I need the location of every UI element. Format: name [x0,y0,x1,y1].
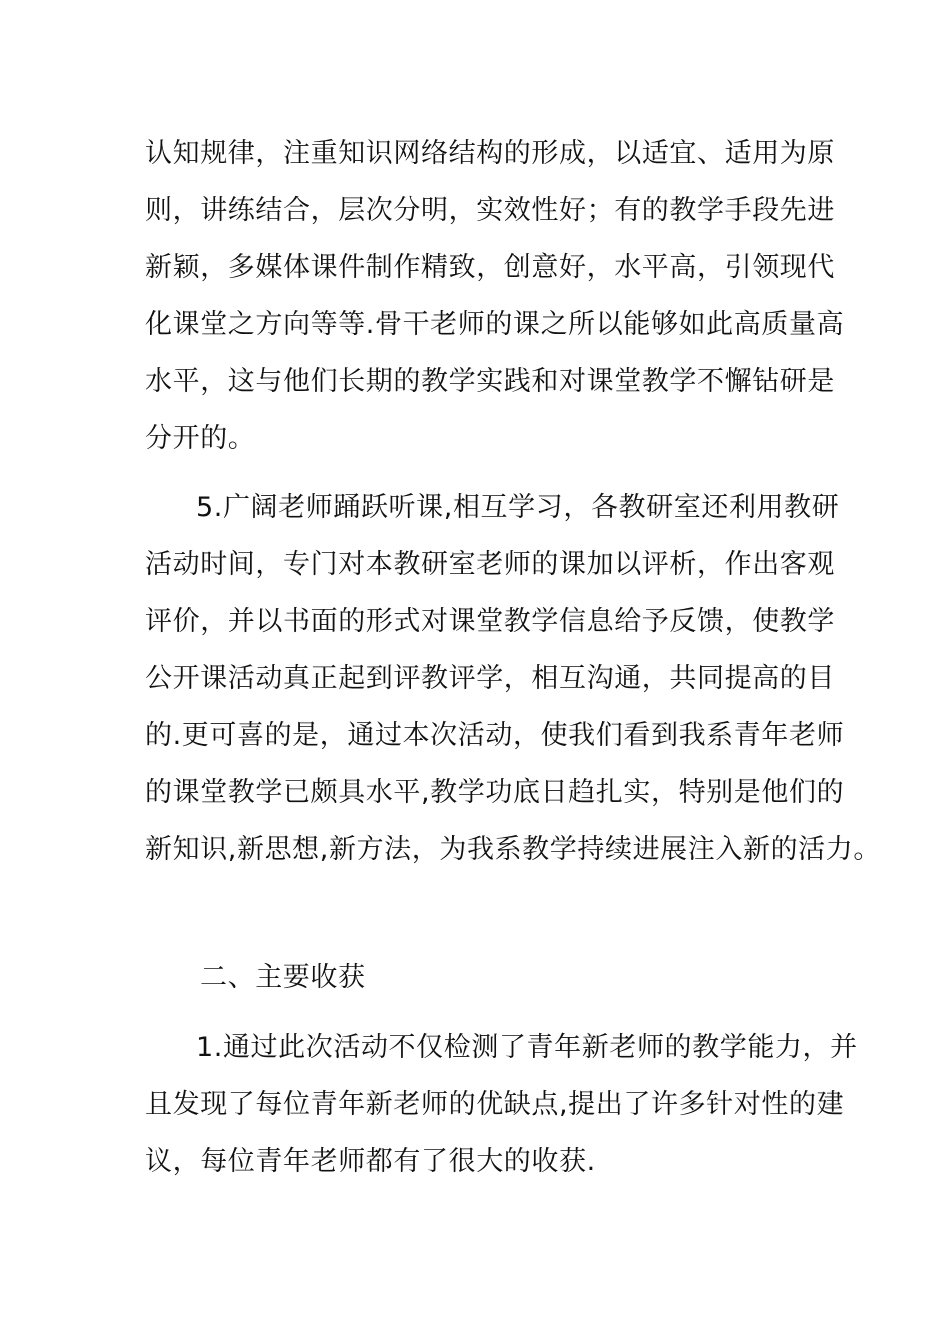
paragraph-line: 评价，并以书面的形式对课堂教学信息给予反馈，使教学 [145,606,835,637]
paragraph-line: 新知识,新思想,新方法，为我系教学持续进展注入新的活力。 [145,834,881,865]
paragraph-line: 化课堂之方向等等.骨干老师的课之所以能够如此高质量高 [145,309,845,340]
paragraph-line: 分开的。 [145,423,256,454]
paragraph-line: 5.广阔老师踊跃听课,相互学习，各教研室还利用教研 [196,492,840,523]
paragraph-line: 的.更可喜的是，通过本次活动，使我们看到我系青年老师 [145,720,845,751]
paragraph-line: 水平，这与他们长期的教学实践和对课堂教学不懈钻研是 [145,366,835,397]
section-heading: 二、主要收获 [200,962,366,993]
paragraph-line: 的课堂教学已颇具水平,教学功底日趋扎实，特别是他们的 [145,777,845,808]
paragraph-line: 1.通过此次活动不仅检测了青年新老师的教学能力，并 [196,1032,858,1063]
paragraph-line: 新颖，多媒体课件制作精致，创意好，水平高，引领现代 [145,252,835,283]
paragraph-line: 议，每位青年老师都有了很大的收获. [145,1146,596,1177]
paragraph-line: 则，讲练结合，层次分明，实效性好；有的教学手段先进 [145,195,835,226]
paragraph-line: 活动时间，专门对本教研室老师的课加以评析，作出客观 [145,549,835,580]
paragraph-line: 认知规律，注重知识网络结构的形成，以适宜、适用为原 [145,138,835,169]
paragraph-line: 且发现了每位青年新老师的优缺点,提出了许多针对性的建 [145,1089,845,1120]
paragraph-line: 公开课活动真正起到评教评学，相互沟通，共同提高的目 [145,663,835,694]
